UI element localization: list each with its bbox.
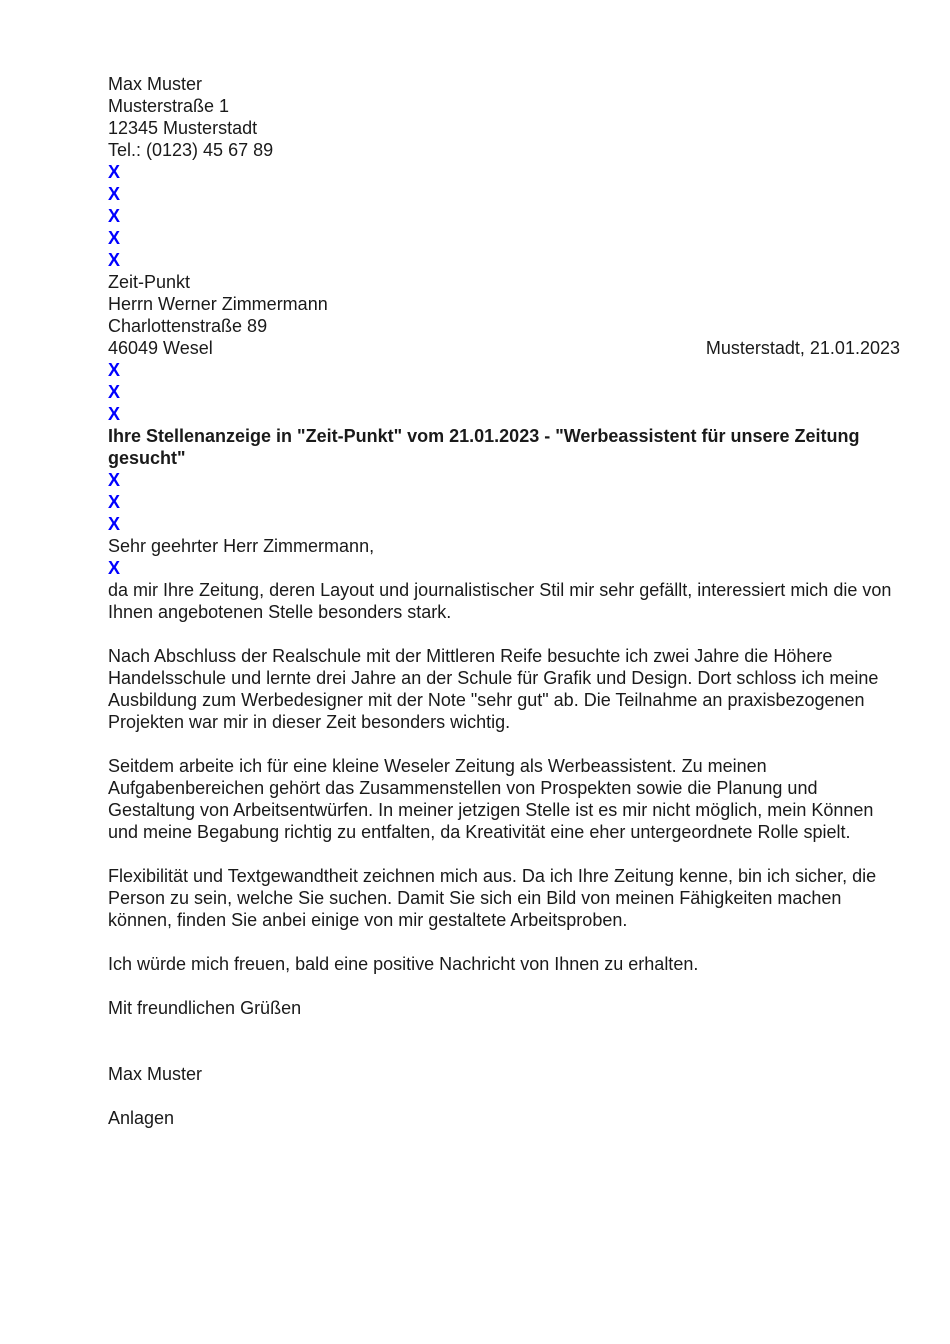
- spacer-marker: X: [108, 206, 121, 226]
- spacer-marker: X: [108, 514, 121, 534]
- paragraph-gap: [108, 975, 900, 997]
- paragraph-gap: [108, 733, 900, 755]
- spacer-marker: X: [108, 558, 121, 578]
- sender-city: 12345 Musterstadt: [108, 118, 258, 138]
- body-paragraph: Ich würde mich freuen, bald eine positive Nachricht von Ihnen zu erhalten.: [108, 954, 699, 974]
- recipient-city-date-row: [108, 337, 900, 359]
- paragraph-gap: [108, 931, 900, 953]
- body-paragraph: Nach Abschluss der Realschule mit der Mittleren Reife besuchte ich zwei Jahre die Höhere Handelsschule und lernte drei Jahre an der Schule für Grafik und Design. Dort schloss ich meine Ausbildung zum Werbedesigner mit der Note "sehr gut" ab. Die Teilnahme an praxisbezogenen Projekten war mir in dieser Zeit besonders wichtig.: [108, 646, 879, 732]
- recipient-company: Zeit-Punkt: [108, 272, 191, 292]
- sender-street: Musterstraße 1: [108, 96, 230, 116]
- spacer-marker: X: [108, 250, 121, 270]
- spacer-marker: X: [108, 162, 121, 182]
- spacer-marker: X: [108, 360, 121, 380]
- body-paragraph: Seitdem arbeite ich für eine kleine Weseler Zeitung als Werbeassistent. Zu meinen Aufgabenbereichen gehört das Zusammenstellen von Prospekten sowie die Planung und Gestaltung von Arbeitsentwürfen. In meiner jetzigen Stelle ist es mir nicht möglich, mein Können und meine Begabung richtig zu entfalten, da Kreativität eine eher untergeordnete Rolle spielt.: [108, 756, 874, 842]
- signature-name: Max Muster: [108, 1064, 203, 1084]
- sender-phone: Tel.: (0123) 45 67 89: [108, 140, 274, 160]
- place-date: Musterstadt, 21.01.2023: [705, 338, 900, 358]
- salutation: Sehr geehrter Herr Zimmermann,: [108, 536, 375, 556]
- spacer-marker: X: [108, 184, 121, 204]
- spacer-marker: X: [108, 228, 121, 248]
- paragraph-gap: [108, 623, 900, 645]
- sender-name: Max Muster: [108, 74, 203, 94]
- signature-gap: [108, 1019, 900, 1063]
- spacer-marker: X: [108, 492, 121, 512]
- attachments-label: Anlagen: [108, 1108, 175, 1128]
- subject-line: Ihre Stellenanzeige in "Zeit-Punkt" vom 21.01.2023 - "Werbeassistent für unsere Zeitung gesucht": [108, 426, 860, 468]
- recipient-person: Herrn Werner Zimmermann: [108, 294, 328, 314]
- spacer-marker: X: [108, 382, 121, 402]
- spacer-marker: X: [108, 404, 121, 424]
- recipient-street: Charlottenstraße 89: [108, 316, 268, 336]
- paragraph-gap: [108, 843, 900, 865]
- body-paragraph: da mir Ihre Zeitung, deren Layout und journalistischer Stil mir sehr gefällt, interessiert mich die von Ihnen angebotenen Stelle besonders stark.: [108, 580, 892, 622]
- cover-letter: [108, 73, 900, 1129]
- attachments-gap: [108, 1085, 900, 1107]
- closing: Mit freundlichen Grüßen: [108, 998, 302, 1018]
- spacer-marker: X: [108, 470, 121, 490]
- recipient-city: 46049 Wesel: [108, 338, 213, 358]
- body-paragraph: Flexibilität und Textgewandtheit zeichnen mich aus. Da ich Ihre Zeitung kenne, bin ich sicher, die Person zu sein, welche Sie suchen. Damit Sie sich ein Bild von meinen Fähigkeiten machen können, finden Sie anbei einige von mir gestaltete Arbeitsproben.: [108, 866, 877, 930]
